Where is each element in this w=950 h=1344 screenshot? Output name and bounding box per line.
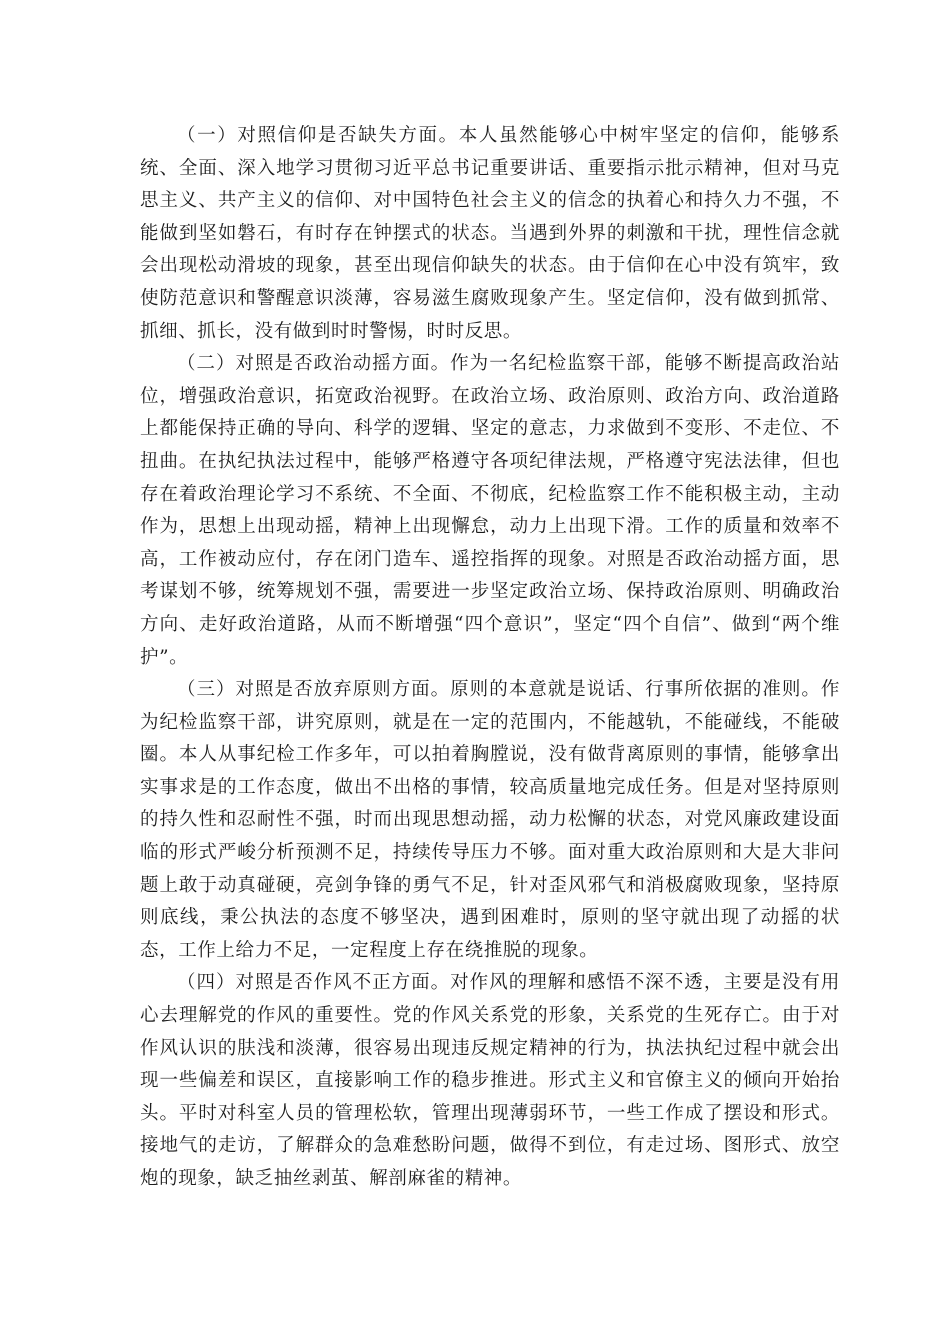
paragraph-faith: （一）对照信仰是否缺失方面。本人虽然能够心中树牢坚定的信仰，能够系统、全面、深入地学习贯彻习近平总书记重要讲话、重要指示批示精神，但对马克思主义、共产主义的信仰、对中国特色社会主义的信念的执着心和持久力不强，不能做到坚如磐石，有时存在钟摆式的状态。当遇到外界的刺激和干扰，理性信念就会出现松动滑坡的现象，甚至出现信仰缺失的状态。由于信仰在心中没有筑牢，致使防范意识和警醒意识淡薄，容易滋生腐败现象产生。坚定信仰，没有做到抓常、抓细、抓长，没有做到时时警惕，时时反思。	[140, 125, 840, 342]
paragraph-work-style: （四）对照是否作风不正方面。对作风的理解和感悟不深不透，主要是没有用心去理解党的作风的重要性。党的作风关系党的形象，关系党的生死存亡。由于对作风认识的肤浅和淡薄，很容易出现违反规定精神的行为，执法执纪过程中就会出现一些偏差和误区，直接影响工作的稳步推进。形式主义和官僚主义的倾向开始抬头。平时对科室人员的管理松软，管理出现薄弱环节，一些工作成了摆设和形式。接地气的走访，了解群众的急难愁盼问题，做得不到位，有走过场、图形式、放空炮的现象，缺乏抽丝剥茧、解剖麻雀的精神。	[140, 972, 840, 1189]
document-body	[140, 120, 840, 1196]
paragraph-principles: （三）对照是否放弃原则方面。原则的本意就是说话、行事所依据的准则。作为纪检监察干部，讲究原则，就是在一定的范围内，不能越轨，不能碰线，不能破圈。本人从事纪检工作多年，可以拍着胸膛说，没有做背离原则的事情，能够拿出实事求是的工作态度，做出不出格的事情，较高质量地完成任务。但是对坚持原则的持久性和忍耐性不强，时而出现思想动摇，动力松懈的状态，对党风廉政建设面临的形式严峻分析预测不足，持续传导压力不够。面对重大政治原则和大是大非问题上敢于动真碰硬，亮剑争锋的勇气不足，针对歪风邪气和消极腐败现象，坚持原则底线，秉公执法的态度不够坚决，遇到困难时，原则的坚守就出现了动摇的状态，工作上给力不足，一定程度上存在绕推脱的现象。	[140, 679, 840, 961]
paragraph-politics: （二）对照是否政治动摇方面。作为一名纪检监察干部，能够不断提高政治站位，增强政治意识，拓宽政治视野。在政治立场、政治原则、政治方向、政治道路上都能保持正确的导向、科学的逻辑、坚定的意志，力求做到不变形、不走位、不扭曲。在执纪执法过程中，能够严格遵守各项纪律法规，严格遵守宪法法律，但也存在着政治理论学习不系统、不全面、不彻底，纪检监察工作不能积极主动，主动作为，思想上出现动摇，精神上出现懈怠，动力上出现下滑。工作的质量和效率不高，工作被动应付，存在闭门造车、遥控指挥的现象。对照是否政治动摇方面，思考谋划不够，统筹规划不强，需要进一步坚定政治立场、保持政治原则、明确政治方向、走好政治道路，从而不断增强“四个意识”，坚定“四个自信”、做到“两个维护”。	[140, 353, 840, 668]
